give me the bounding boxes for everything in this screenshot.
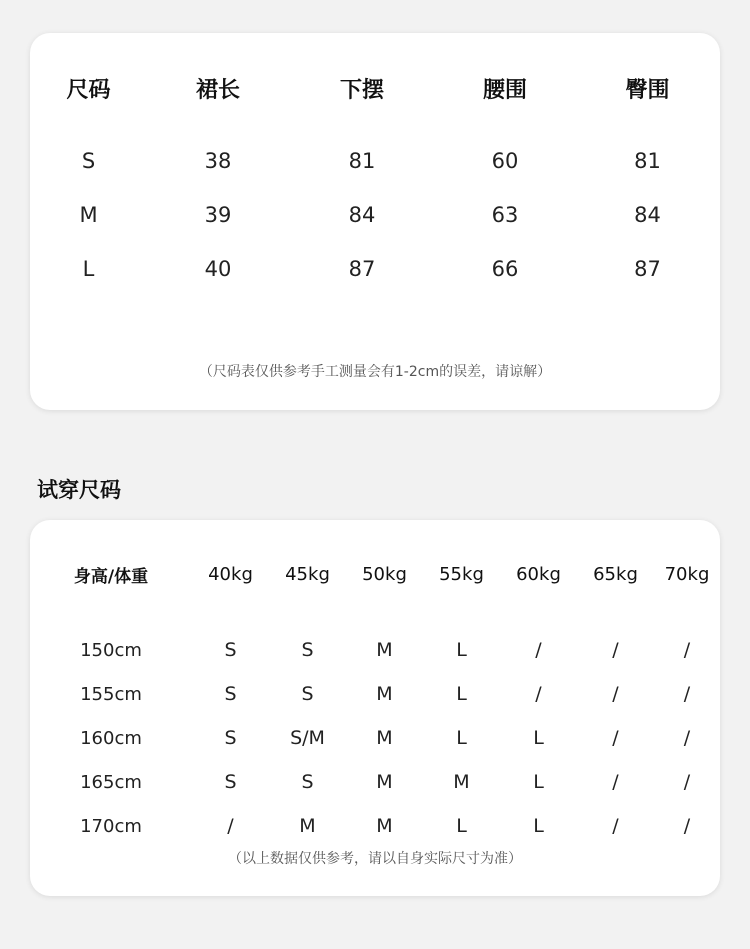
size-header-waist: 腰围 [482,77,527,103]
tryon-cell: L [456,727,467,749]
size-chart-card [30,33,720,410]
size-cell: L [82,257,95,281]
tryon-cell: S [224,727,237,749]
weight-header: 50kg [362,563,407,585]
tryon-cell: L [456,639,467,661]
size-cell: S [81,149,96,173]
size-header-size: 尺码 [66,77,111,103]
tryon-cell: / [227,815,234,837]
size-row-s [30,143,720,179]
size-chart-table [30,33,720,287]
tryon-cell: S [301,683,314,705]
size-cell: 63 [491,203,519,227]
size-cell: M [79,203,98,227]
size-chart-header-row [30,33,720,143]
size-cell: 81 [634,149,661,173]
size-header-skirt-length: 裙长 [195,77,240,103]
size-cell: 40 [204,257,232,281]
weight-header: 55kg [439,563,484,585]
tryon-corner-label: 身高/体重 [73,566,149,587]
tryon-cell: S [301,771,314,793]
tryon-cell: / [612,639,619,661]
tryon-cell: / [683,639,691,661]
size-cell: 66 [491,257,519,281]
weight-header: 45kg [285,563,330,585]
tryon-cell: M [376,727,393,749]
tryon-row-160 [30,716,720,760]
size-header-hem: 下摆 [339,77,384,103]
size-cell: 39 [204,203,232,227]
tryon-cell: / [535,683,542,705]
tryon-cell: L [533,815,544,837]
tryon-cell: S [224,683,237,705]
tryon-cell: L [456,815,467,837]
size-cell: 38 [204,149,232,173]
size-header-hip: 臀围 [625,77,670,103]
tryon-cell: / [612,771,619,793]
size-chart-note: （尺码表仅供参考手工测量会有1-2cm的误差，请谅解） [198,364,552,380]
tryon-cell: / [612,683,619,705]
weight-header: 40kg [208,563,253,585]
tryon-cell: L [533,727,544,749]
tryon-cell: L [533,771,544,793]
tryon-section-title: 试穿尺码 [37,478,121,502]
tryon-card [30,520,720,896]
tryon-header-row [30,520,720,628]
height-label: 160cm [80,727,142,749]
size-cell: 87 [634,257,661,281]
size-cell: 81 [348,149,376,173]
tryon-cell: / [612,727,619,749]
tryon-cell: M [453,771,470,793]
tryon-cell: M [376,815,393,837]
tryon-cell: M [299,815,316,837]
size-cell: 84 [348,203,376,227]
tryon-cell: / [683,683,691,705]
height-label: 150cm [80,639,142,661]
tryon-row-150 [30,628,720,672]
tryon-note: （以上数据仅供参考，请以自身实际尺寸为准） [228,851,522,867]
tryon-cell: / [683,727,691,749]
tryon-row-170 [30,804,720,848]
size-row-m [30,179,720,251]
tryon-cell: M [376,771,393,793]
tryon-row-165 [30,760,720,804]
tryon-cell: / [612,815,619,837]
tryon-cell: M [376,639,393,661]
height-label: 170cm [80,815,142,837]
size-row-l [30,251,720,287]
weight-header: 60kg [516,563,561,585]
tryon-cell: / [683,815,691,837]
tryon-cell: S [224,771,237,793]
tryon-cell: S [301,639,314,661]
size-cell: 84 [634,203,661,227]
height-label: 155cm [80,683,142,705]
tryon-cell: M [376,683,393,705]
tryon-cell: S/M [290,727,325,749]
height-label: 165cm [80,771,142,793]
tryon-cell: / [683,771,691,793]
tryon-cell: L [456,683,467,705]
weight-header: 65kg [593,563,638,585]
size-cell: 87 [348,257,376,281]
weight-header: 70kg [664,563,710,585]
tryon-cell: / [535,639,542,661]
tryon-row-155 [30,672,720,716]
size-cell: 60 [491,149,519,173]
tryon-table [30,520,720,848]
tryon-cell: S [224,639,237,661]
